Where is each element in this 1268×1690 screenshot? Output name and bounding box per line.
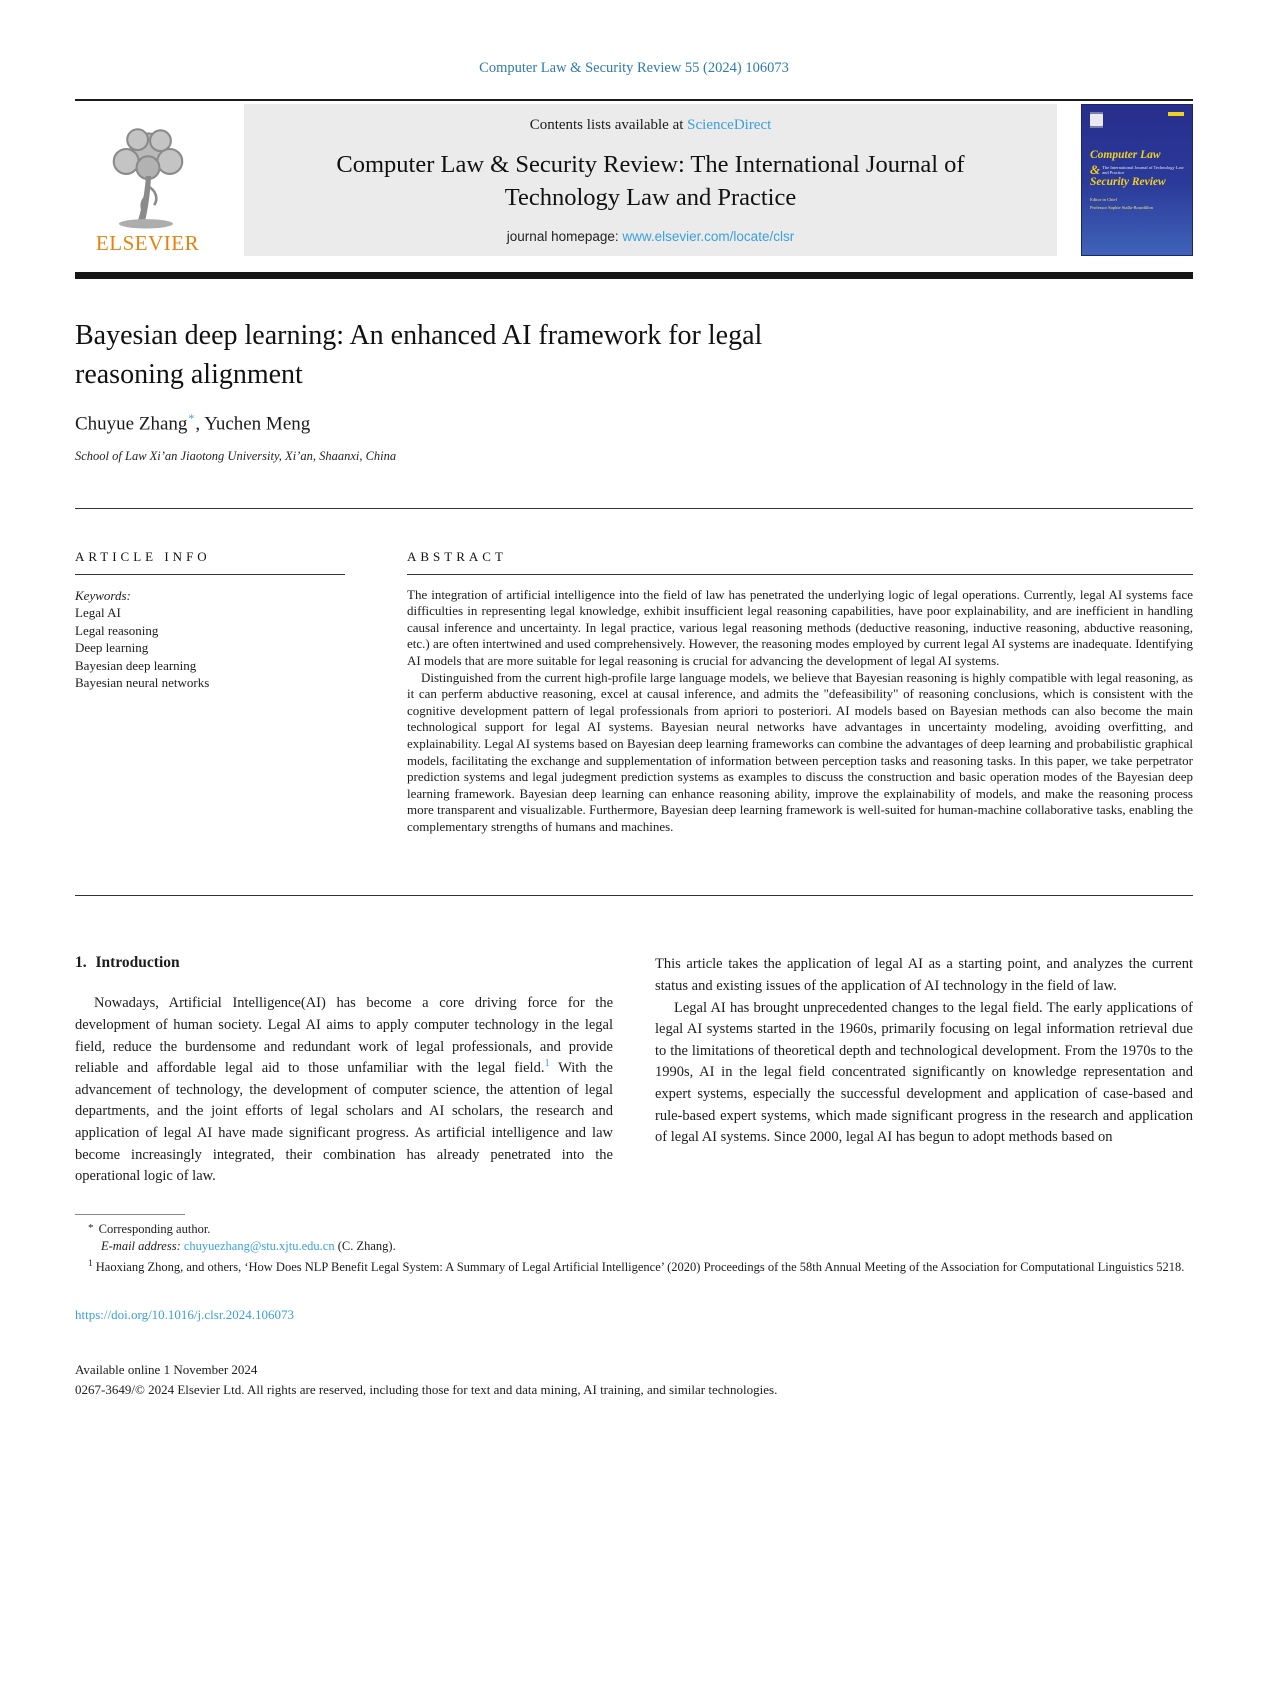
journal-homepage-link[interactable]: www.elsevier.com/locate/clsr [622,229,795,244]
doi-link[interactable]: https://doi.org/10.1016/j.clsr.2024.106073 [75,1307,294,1323]
contents-line [254,117,1047,134]
keyword-item: Legal reasoning [75,622,159,638]
article-info-column [75,549,345,836]
journal-header [75,104,1193,256]
section-heading-introduction: 1. Introduction [75,954,180,972]
keyword-item: Bayesian deep learning [75,657,197,673]
elsevier-wordmark: ELSEVIER [95,231,200,255]
email-footnote [75,1238,1193,1256]
cover-editor-block [1090,196,1184,211]
footnote-block [75,1214,1193,1277]
abstract-rule [407,574,1193,575]
intro-text-before-fnref: Nowadays, Artificial Intelligence(AI) has become a core driving force for the development of human society. Legal AI aims to apply computer technology in the legal field, reduce the burdensome and redundant work of legal professionals, and provide reliable and affordable legal aid to those unfamiliar with the legal field. [75,995,613,1077]
elsevier-tree-icon [96,122,200,230]
footnote-1-reference[interactable]: 1 [544,1058,550,1070]
asterisk-marker: * [88,1221,94,1234]
cover-ampersand: & [1090,161,1101,177]
cover-editor-label: Editor in Chief [1090,197,1117,202]
footnote-1 [75,1256,1193,1277]
keyword-item: Bayesian neural networks [75,675,210,691]
cover-title-mid [1090,163,1184,176]
cover-title-line2: Security Review [1090,175,1166,188]
copyright-line: 0267-3649/© 2024 Elsevier Ltd. All rights are reserved, including those for text and data mining, AI training, and similar technologies. [75,1381,778,1397]
email-link[interactable]: chuyuezhang@stu.xjtu.edu.cn [183,1239,335,1254]
keyword-item: Deep learning [75,640,149,656]
author-line [75,411,1193,435]
email-suffix: (C. Zhang). [334,1239,396,1254]
corresponding-author-footnote [75,1220,1193,1239]
keyword-item: Legal AI [75,605,121,621]
body-left-column [75,954,613,1187]
abstract-paragraph-1: The integration of artificial intelligence into the field of law has penetrated the underlying logic of legal operations. Currently, legal AI systems face difficulties in representing legal knowledge, exhibit insufficient legal reasoning capabilities, have poor explainability, and are inefficient in handling causal inference and uncertainty. In legal practice, various legal reasoning methods (deductive reasoning, inductive reasoning, abductive reasoning, etc.) are often intertwined and used comprehensively. However, the reasoning modes employed by current legal AI systems are inadequate. Identifying AI models that are more suitable for legal reasoning is crucial for advancing the development of legal AI systems. [407,586,1193,668]
doi-line [75,1306,1193,1324]
author-2: Yuchen Meng [204,413,311,435]
intro-text-after-fnref: With the advancement of technology, the development of computer science, the attention of legal departments, and the joint efforts of legal scholars and AI scholars, the research and application of legal AI have made significant progress. As artificial intelligence and law become increasingly integrated, their combination has already penetrated into the operational logic of law. [75,1060,613,1185]
corresponding-author-marker[interactable]: * [188,411,195,426]
keywords-label: Keywords: [75,587,131,603]
body-right-column [655,954,1193,1187]
footnote-rule [75,1214,185,1215]
journal-title: Computer Law & Security Review: The International Journal of Technology Law and Practice [336,151,965,211]
journal-citation-line: Computer Law & Security Review 55 (2024) 106073 [479,60,789,76]
cover-top-row [1090,112,1184,134]
abstract-column [407,549,1193,836]
sciencedirect-link[interactable]: ScienceDirect [687,117,772,133]
cover-editor-name: Professor Sophie Stalla-Bourdillon [1090,204,1153,210]
intro-paragraph-right-1: This article takes the application of legal AI as a starting point, and analyzes the current status and existing issues of the application of AI technology in the field of law. [655,956,1193,995]
affiliation: School of Law Xi’an Jiaotong University, Xi’an, Shaanxi, China [75,448,397,463]
article-info-rule [75,574,345,575]
imprint-block [75,1360,1193,1399]
cover-subtitle: The International Journal of Technology Law and Practice [1102,164,1184,175]
article-info-heading: ARTICLE INFO [75,548,211,564]
intro-paragraph-right-2: Legal AI has brought unprecedented changes to the legal field. The early applications of legal AI systems started in the 1960s, primarily focusing on legal information retrieval due to the limitations of theoretical depth and technological development. From the 1970s to the 1990s, AI in the legal field concentrated significantly on knowledge representation and expert systems, especially the successful development and application of case-based and rule-based expert systems, which made significant progress in the research and application of legal AI systems. Since 2000, legal AI has begun to adopt methods based on [655,999,1193,1146]
author-separator: , [195,413,205,435]
abstract-body-rule [75,895,1193,896]
journal-cover-thumbnail [1081,104,1193,256]
cover-issn-badge [1168,112,1184,116]
contents-prefix: Contents lists available at [529,117,688,133]
email-label: E-mail address: [101,1239,181,1254]
cover-title-line1: Computer Law [1090,149,1161,161]
intro-paragraph-left [75,993,613,1187]
homepage-line [254,229,1047,244]
info-abstract-section [75,509,1193,836]
abstract-paragraph-2: Distinguished from the current high-profile large language models, we believe that Bayesian reasoning is highly compatible with legal reasoning, as it can perferm abductive reasoning, excel at causal inference, and admits the "defeasibility" of reasoning conclusions, which is consistent with the cognitive development pattern of legal professionals from apriori to posteriori. AI models based on Bayesian methods can also become the main technological support for legal AI systems. Bayesian neural networks have advantages in uncertainty modeling, avoiding overfitting, and explainability. Legal AI systems based on Bayesian deep learning frameworks can combine the advantages of deep learning and probabilistic graphical models, facilitating the exchange and supplementation of information between perception tasks and reasoning tasks. In this paper, we take perpetrator prediction systems and legal judegment prediction systems as examples to discuss the construction and basic operation modes of the Bayesian deep learning framework. Bayesian deep learning can enhance reasoning ability, improve the explainability of models, and make the reasoning process more transparent and visualizable. Furthermore, Bayesian deep learning framework is well-suited for human-machine collaborative tasks, enabling the complementary strengths of humans and machines. [407,669,1193,834]
footnote-1-text: Haoxiang Zhong, and others, ‘How Does NLP Benefit Legal System: A Summary of Legal Artificial Intelligence’ (2020) Proceedings of the 58th Annual Meeting of the Association for Computational Linguistics 5218. [95,1259,1185,1274]
available-online-line: Available online 1 November 2024 [75,1362,258,1378]
corresponding-author-text: Corresponding author. [95,1221,211,1236]
article-title: Bayesian deep learning: An enhanced AI framework for legal reasoning alignment [75,320,763,390]
footnote-1-marker: 1 [88,1258,93,1269]
abstract-heading: ABSTRACT [407,548,507,564]
homepage-label: journal homepage: [506,229,623,244]
elsevier-logo [75,104,220,256]
header-top-rule [75,99,1193,101]
body-columns [75,954,1193,1187]
header-divider-bar [75,272,1193,279]
journal-banner [244,104,1057,256]
cover-publisher-stamp-icon [1090,112,1103,128]
author-1: Chuyue Zhang [75,413,188,435]
